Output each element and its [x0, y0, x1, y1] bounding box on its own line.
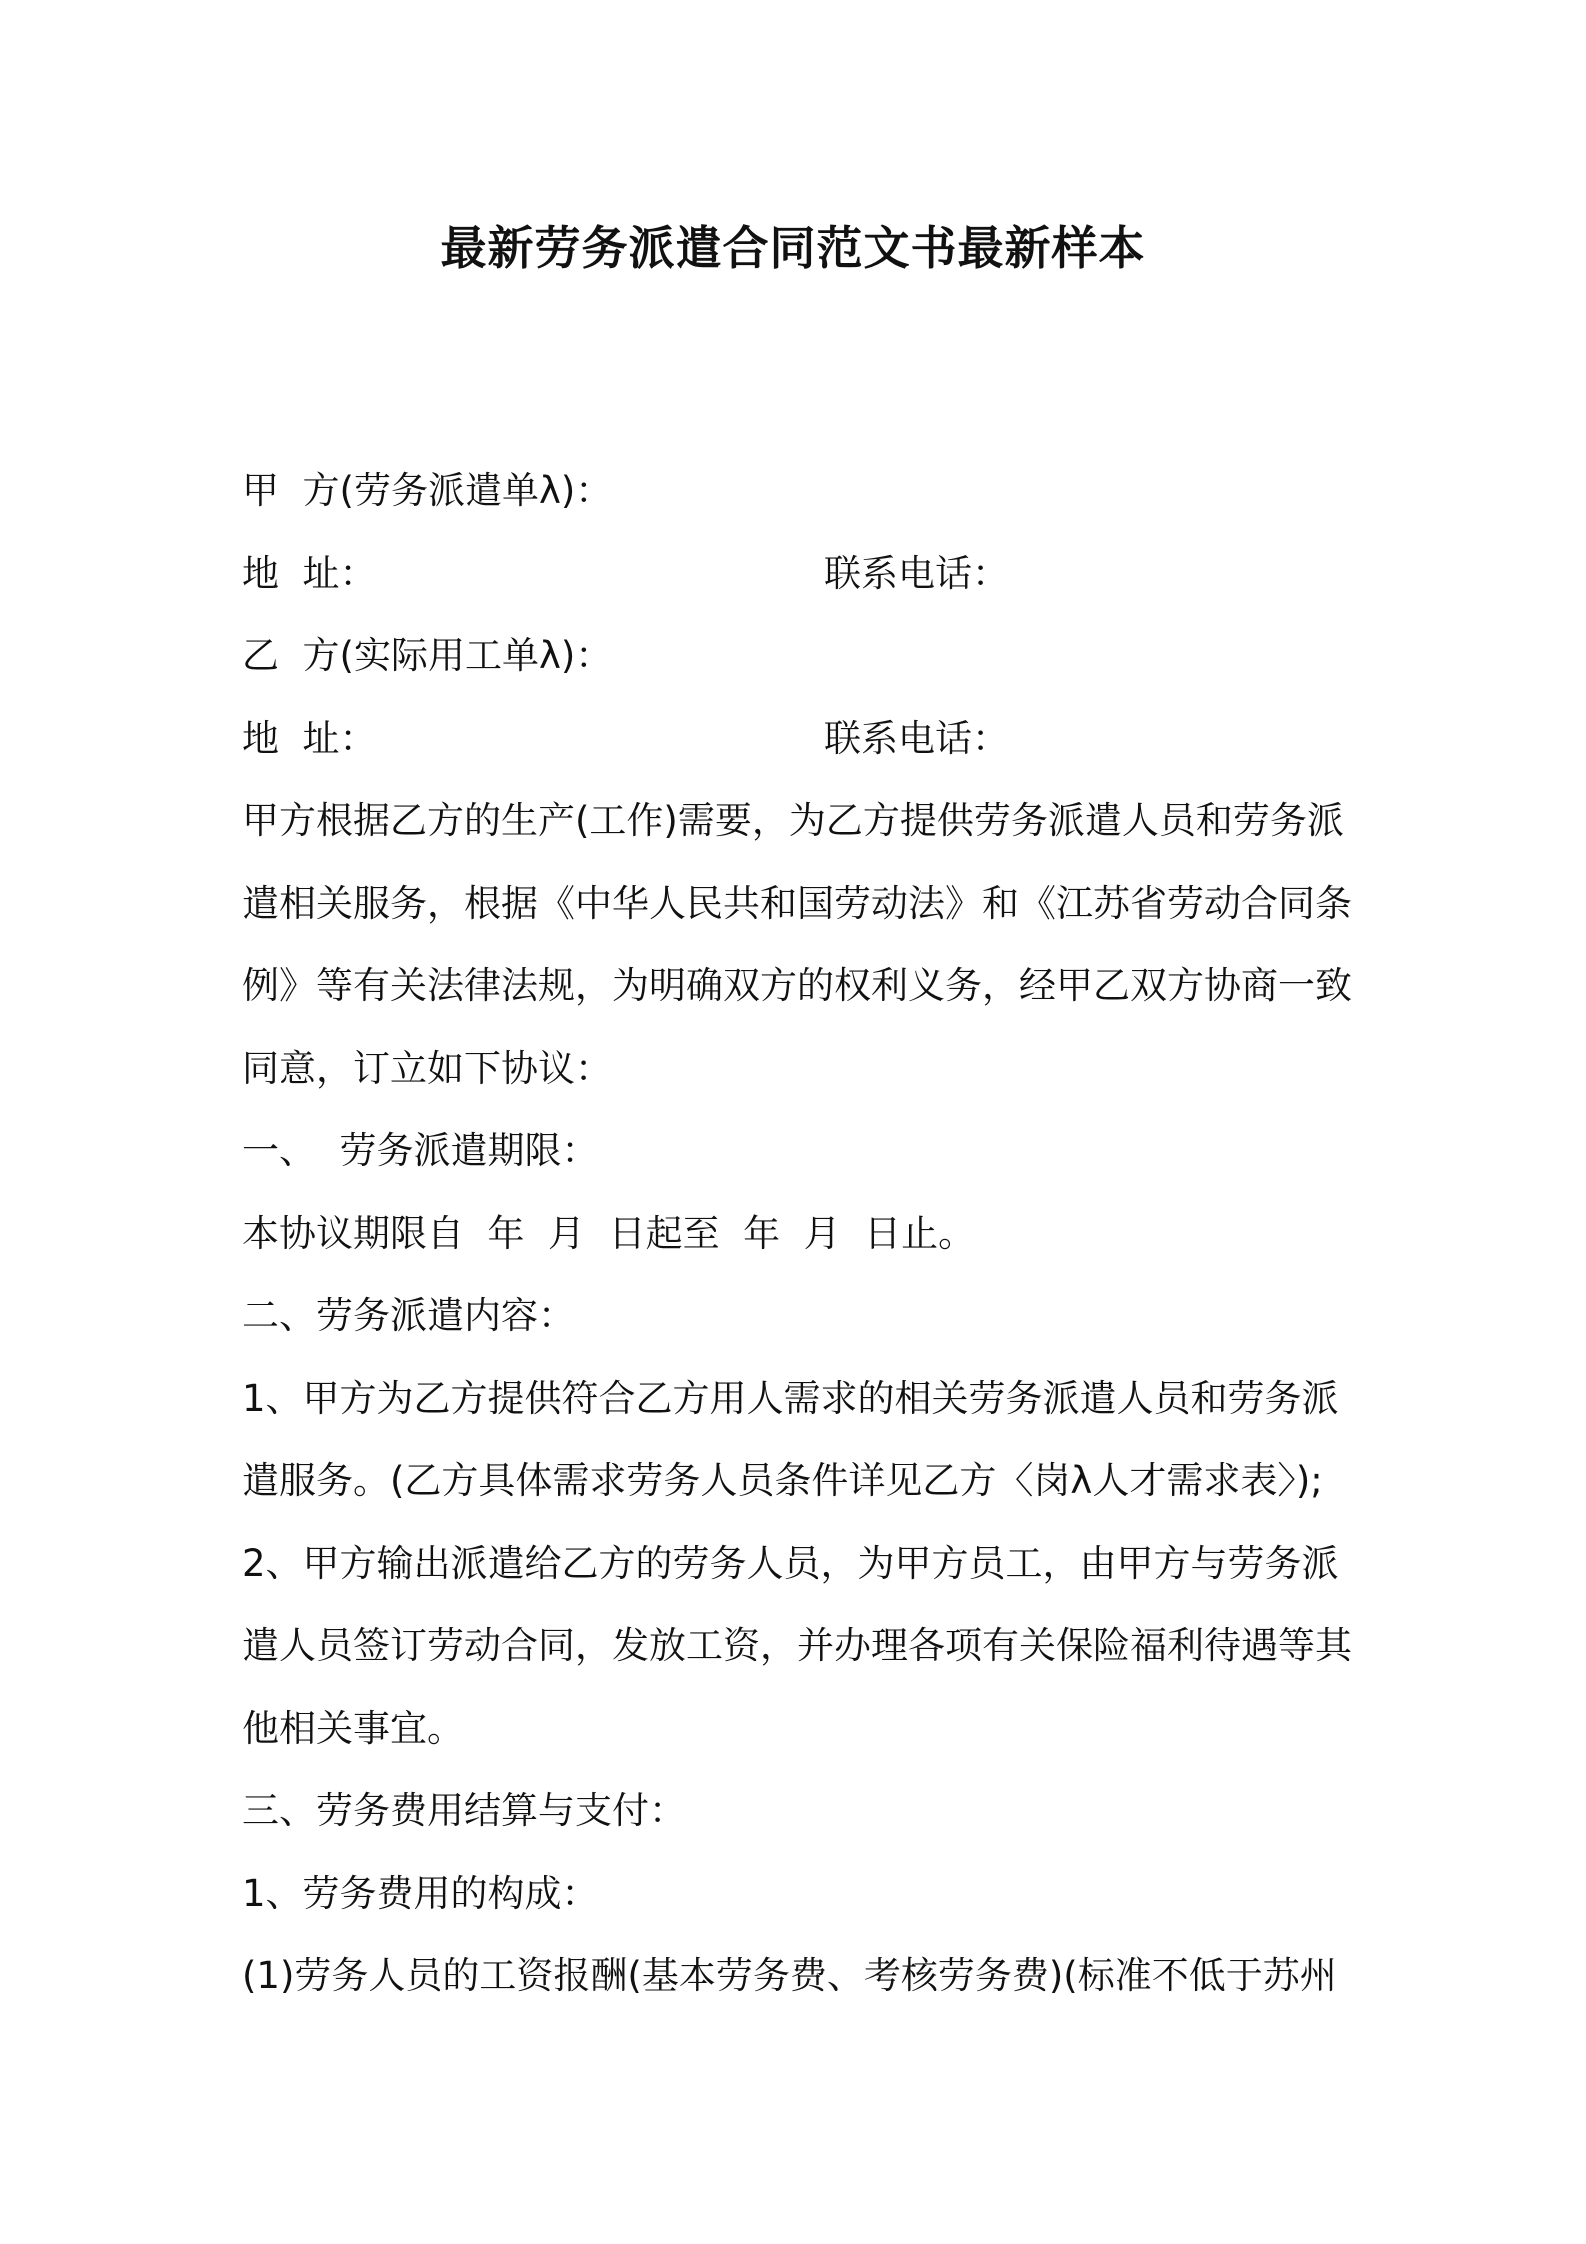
party-a-address-label: 地 址：: [242, 551, 377, 595]
party-a-line: [242, 450, 1358, 533]
section2-item2-line: 遣人员签订劳动合同，发放工资，并办理各项有关保险福利待遇等其: [242, 1624, 1352, 1667]
party-b-line: [242, 615, 1358, 698]
party-b-address-line: [242, 698, 1358, 781]
party-a-label: 甲 方(劳务派遣单λ)：: [242, 469, 613, 512]
section2-item2-line: 2、甲方输出派遣给乙方的劳务人员，为甲方员工，由甲方与劳务派: [242, 1541, 1339, 1585]
party-b-address-label: 地 址：: [242, 716, 377, 760]
section2-heading: 二、劳务派遣内容：: [242, 1294, 575, 1337]
party-a-address-line: [242, 533, 1358, 616]
section3-heading: 三、劳务费用结算与支付：: [242, 1789, 686, 1832]
document-body: [242, 450, 1358, 2018]
section3-item1: 1、劳务费用的构成：: [242, 1871, 599, 1915]
intro-line: 例》等有关法律法规，为明确双方的权利义务，经甲乙双方协商一致: [242, 964, 1352, 1007]
party-a-phone-label: 联系电话：: [824, 551, 1009, 595]
document-title: 最新劳务派遣合同范文书最新样本: [440, 221, 1146, 275]
section1-heading: 一、 劳务派遣期限：: [242, 1129, 599, 1172]
party-b-phone-label: 联系电话：: [824, 716, 1009, 760]
intro-line: 遣相关服务，根据《中华人民共和国劳动法》和《江苏省劳动合同条: [242, 881, 1352, 925]
section2-item1-line: 遣服务。(乙方具体需求劳务人员条件详见乙方〈岗λ人才需求表〉);: [242, 1459, 1323, 1502]
section2-item2-line: 他相关事宜。: [242, 1706, 464, 1750]
party-b-label: 乙 方(实际用工单λ)：: [242, 634, 613, 677]
section2-item1-line: 1、甲方为乙方提供符合乙方用人需求的相关劳务派遣人员和劳务派: [242, 1376, 1339, 1420]
section1-text: 本协议期限自 年 月 日起至 年 月 日止。: [242, 1211, 976, 1255]
intro-line: 同意，订立如下协议：: [242, 1046, 612, 1090]
intro-line: 甲方根据乙方的生产(工作)需要，为乙方提供劳务派遣人员和劳务派: [242, 799, 1344, 842]
section3-item1-sub1: (1)劳务人员的工资报酬(基本劳务费、考核劳务费)(标准不低于苏州: [242, 1954, 1337, 1997]
